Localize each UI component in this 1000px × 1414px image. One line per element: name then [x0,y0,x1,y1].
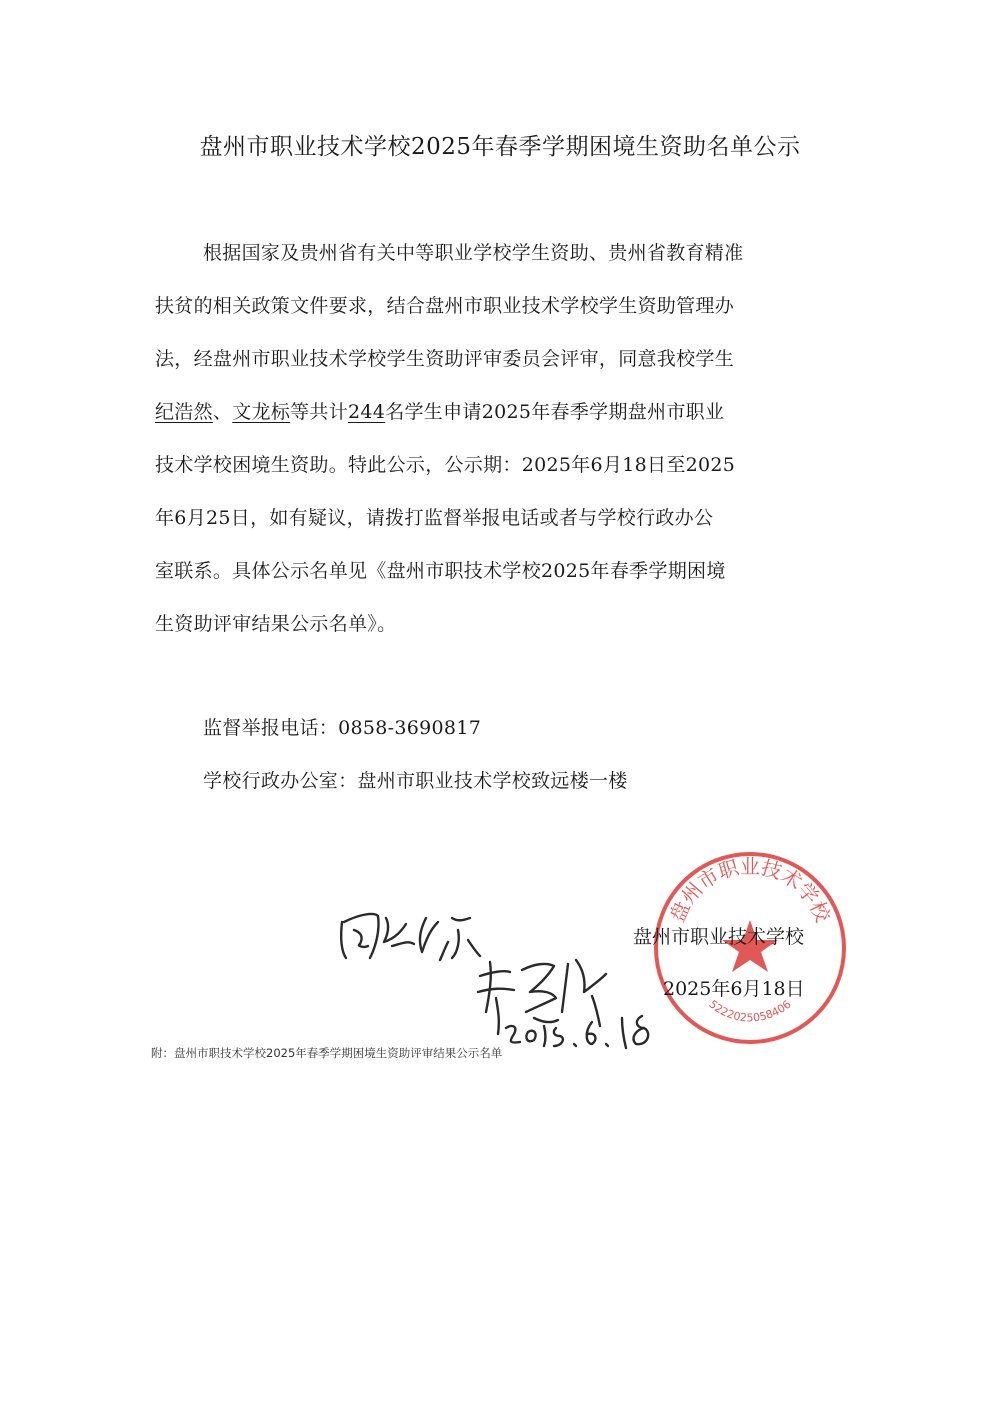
seal-code: 5222025058406 [706,997,794,1025]
name-separator: 、 [212,401,233,423]
paragraph-line-2: 扶贫的相关政策文件要求，结合盘州市职业技术学校学生资助管理办 [155,295,735,317]
paragraph-line-4 [155,397,850,424]
student-name-1: 纪浩然 [155,401,213,423]
paragraph-line-1: 根据国家及贵州省有关中等职业学校学生资助、贵州省教育精准 [203,242,744,264]
paragraph-line-3: 法，经盘州市职业技术学校学生资助评审委员会评审，同意我校学生 [155,348,735,370]
attachment-note: 附：盘州市职技术学校2025年春季学期困境生资助评审结果公示名单 [151,1046,503,1060]
paragraph-line-6: 年6月25日，如有疑议，请拨打监督举报电话或者与学校行政办公 [155,507,714,529]
paragraph-line-7: 室联系。具体公示名单见《盘州市职技术学校2025年春季学期困境 [155,560,726,582]
paragraph-line-8: 生资助评审结果公示名单》。 [155,613,397,635]
total-label: 等共计 [290,401,349,423]
hotline-text: 监督举报电话：0858-3690817 [203,717,482,739]
student-name-2: 文龙标 [232,401,291,423]
document-title: 盘州市职业技术学校2025年春季学期困境生资助名单公示 [199,134,801,160]
signature-date: 2025年6月18日 [663,978,805,1000]
paragraph-line-5: 技术学校困境生资助。特此公示，公示期：2025年6月18日至2025 [155,454,736,476]
paragraph-line-4-rest: 名学生申请2025年春季学期盘州市职业 [385,401,725,423]
student-count: 244 [348,401,386,423]
handwritten-signature [330,900,670,1050]
office-text: 学校行政办公室：盘州市职业技术学校致远楼一楼 [203,770,628,792]
seal-text: 盘州市职业技术学校 [664,854,836,926]
signature-school: 盘州市职业技术学校 [633,926,805,948]
